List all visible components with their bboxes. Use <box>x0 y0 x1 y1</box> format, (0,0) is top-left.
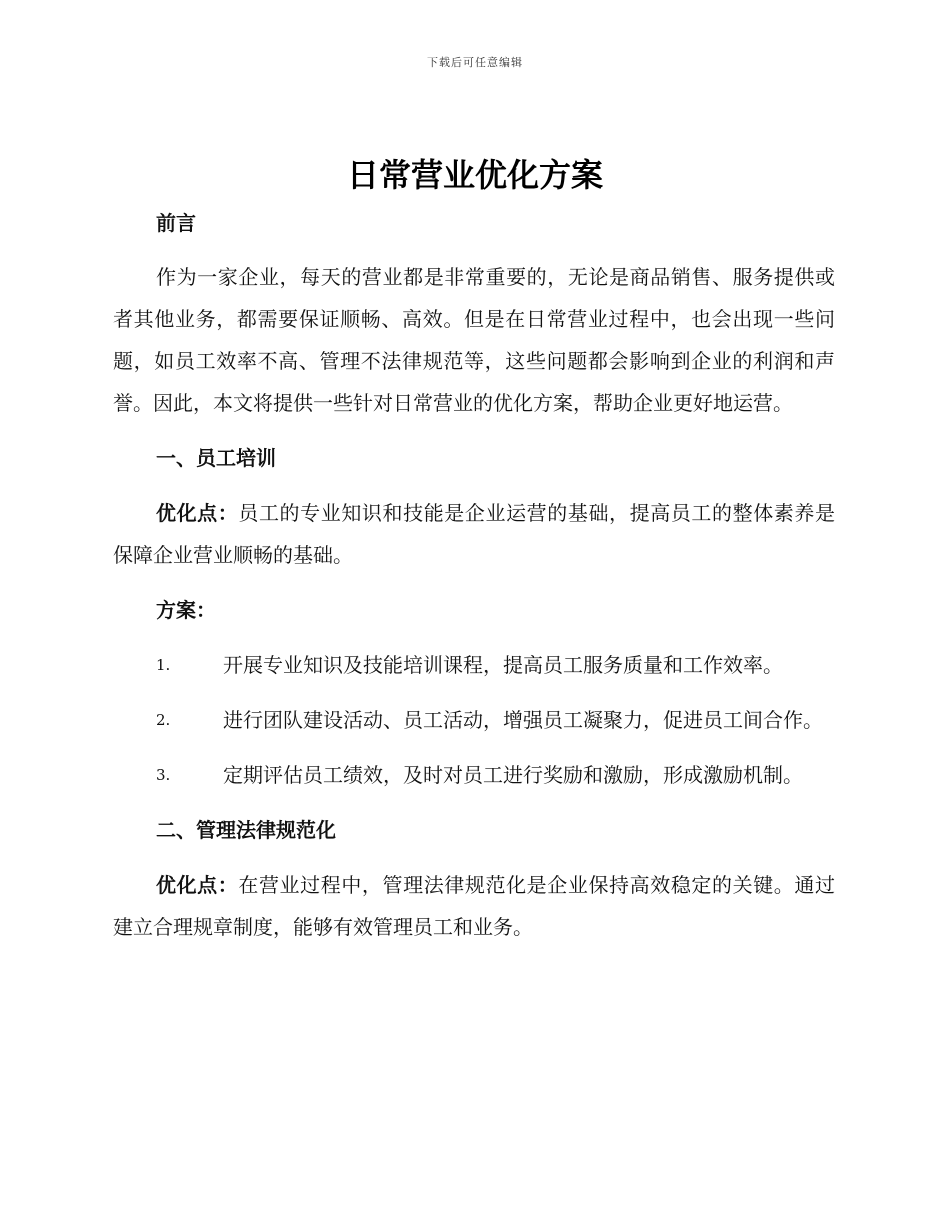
plan-item-3-text: 定期评估员工绩效，及时对员工进行奖励和激励，形成激励机制。 <box>223 763 803 787</box>
section1-heading: 一、员工培训 <box>156 446 276 470</box>
section2-point <box>113 864 835 948</box>
section1-plan-label: 方案： <box>156 598 216 622</box>
plan-item-3-number: 3. <box>156 766 171 784</box>
plan-item-3 <box>113 754 835 796</box>
document-title: 日常营业优化方案 <box>346 156 603 194</box>
plan-item-1-text: 开展专业知识及技能培训课程，提高员工服务质量和工作效率。 <box>223 653 783 677</box>
preface-heading: 前言 <box>156 211 196 235</box>
section2-point-label: 优化点： <box>156 873 239 897</box>
plan-item-2 <box>113 699 835 741</box>
document-body <box>113 202 835 948</box>
section1-point <box>113 492 835 576</box>
section1-point-text: 员工的专业知识和技能是企业运营的基础，提高员工的整体素养是保障企业营业顺畅的基础。 <box>113 501 835 567</box>
plan-item-1-number: 1. <box>156 656 171 674</box>
section1-point-label: 优化点： <box>156 501 239 525</box>
page-header-note: 下载后可任意编辑 <box>427 56 523 69</box>
section2-point-text: 在营业过程中，管理法律规范化是企业保持高效稳定的关键。通过建立合理规章制度，能够有效管理员工和业务。 <box>113 873 835 939</box>
preface-paragraph: 作为一家企业，每天的营业都是非常重要的，无论是商品销售、服务提供或者其他业务，都需要保证顺畅、高效。但是在日常营业过程中，也会出现一些问题，如员工效率不高、管理不法律规范等，这些问题都会影响到企业的利润和声誉。因此，本文将提供一些针对日常营业的优化方案，帮助企业更好地运营。 <box>113 265 835 415</box>
plan-item-2-text: 进行团队建设活动、员工活动，增强员工凝聚力，促进员工间合作。 <box>223 708 823 732</box>
plan-item-2-number: 2. <box>156 711 171 729</box>
plan-item-1 <box>113 644 835 686</box>
section2-heading: 二、管理法律规范化 <box>156 818 336 842</box>
